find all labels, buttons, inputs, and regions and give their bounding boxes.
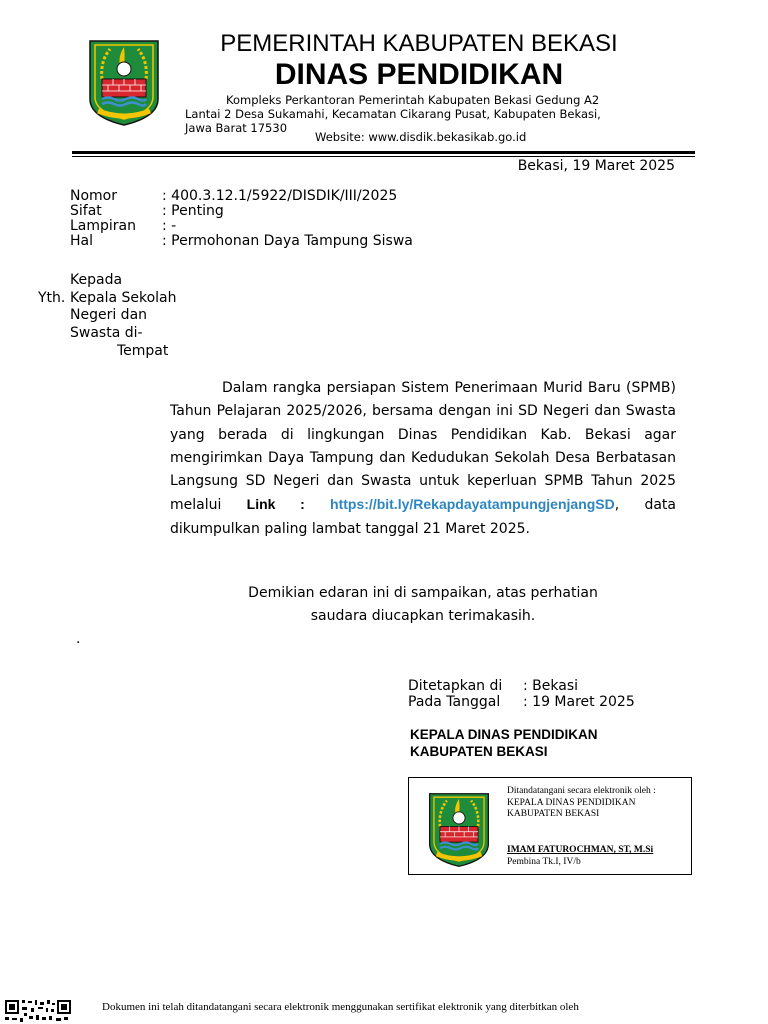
e-signature-name: IMAM FATUROCHMAN, ST, M.Si: [507, 845, 654, 855]
e-signature-rank: Pembina Tk.I, IV/b: [507, 857, 581, 867]
body-paragraph: [170, 377, 676, 541]
closing-line-1: Demikian edaran ini di sampaikan, atas perhatian: [248, 585, 598, 601]
address-line-3: Jawa Barat 17530: [185, 121, 288, 135]
meta-label-lampiran: Lampiran: [70, 218, 137, 234]
e-signature-intro: Ditandatangani secara elektronik oleh :: [507, 786, 656, 796]
addressee-tempat: Tempat: [117, 343, 169, 359]
addressee-line-2: Negeri dan: [70, 307, 148, 323]
stray-dot: .: [76, 631, 81, 647]
meta-label-sifat: Sifat: [70, 203, 102, 219]
meta-value-nomor: : 400.3.12.1/5922/DISDIK/III/2025: [162, 188, 398, 204]
tanggal-value: : 19 Maret 2025: [523, 694, 635, 710]
meta-value-lampiran: : -: [162, 218, 177, 234]
signatory-title-line-2: KABUPATEN BEKASI: [410, 744, 548, 759]
body-text: Dalam rangka persiapan Sistem Penerimaan Murid Baru (SPMB) Tahun Pelajaran 2025/2026, bersama dengan ini SD Negeri dan Swasta yang berada di lingkungan Dinas Pendidikan Kab. Bekasi agar mengirimkan Daya Tampung dan Kedudukan Sekolah Desa Berbatasan Langsung SD Negeri dan Swasta untuk keperluan SPMB Tahun 2025 melalui: [170, 380, 676, 514]
addressee-kepada: Kepada: [70, 272, 123, 288]
tanggal-label: Pada Tanggal: [408, 694, 501, 710]
meta-label-nomor: Nomor: [70, 188, 117, 204]
meta-value-hal: : Permohonan Daya Tampung Siswa: [162, 233, 413, 249]
addressee-line-1: Kepala Sekolah: [70, 290, 177, 306]
e-signature-office-1: KEPALA DINAS PENDIDIKAN: [507, 798, 636, 808]
footer-disclaimer: Dokumen ini telah ditandatangani secara elektronik menggunakan sertifikat elektronik yang diterbitkan oleh: [102, 1001, 579, 1013]
signatory-title-line-1: KEPALA DINAS PENDIDIKAN: [410, 727, 598, 742]
signatory-title: [410, 726, 598, 760]
address-line-1: Kompleks Perkantoran Pemerintah Kabupaten Bekasi Gedung A2: [226, 93, 600, 107]
body-text-deadline: , data dikumpulkan paling lambat tanggal 21 Maret 2025.: [170, 497, 676, 537]
letterhead-divider-thick: [72, 151, 695, 154]
address-line-2: Lantai 2 Desa Sukamahi, Kecamatan Cikarang Pusat, Kabupaten Bekasi,: [185, 107, 601, 121]
form-link[interactable]: https://bit.ly/RekapdayatampungjenjangSD: [330, 496, 615, 513]
letter-date: Bekasi, 19 Maret 2025: [517, 158, 675, 174]
meta-label-hal: Hal: [70, 233, 93, 249]
ditetapkan-label: Ditetapkan di: [408, 678, 503, 694]
qr-code: [4, 999, 72, 1024]
ditetapkan-value: : Bekasi: [523, 678, 579, 694]
addressee-yth: Yth.: [38, 290, 66, 306]
e-signature-logo: [423, 792, 495, 868]
e-signature-office-2: KABUPATEN BEKASI: [507, 809, 600, 819]
meta-value-sifat: : Penting: [162, 203, 224, 219]
letterhead-title-office: DINAS PENDIDIKAN: [274, 58, 564, 91]
link-label: Link :: [246, 496, 305, 513]
addressee-line-3: Swasta di-: [70, 325, 143, 341]
closing-line-2: saudara diucapkan terimakasih.: [310, 608, 536, 624]
letterhead-title-government: PEMERINTAH KABUPATEN BEKASI: [220, 30, 618, 57]
letterhead-website: Website: www.disdik.bekasikab.go.id: [315, 130, 527, 144]
letterhead-address: [185, 93, 655, 135]
